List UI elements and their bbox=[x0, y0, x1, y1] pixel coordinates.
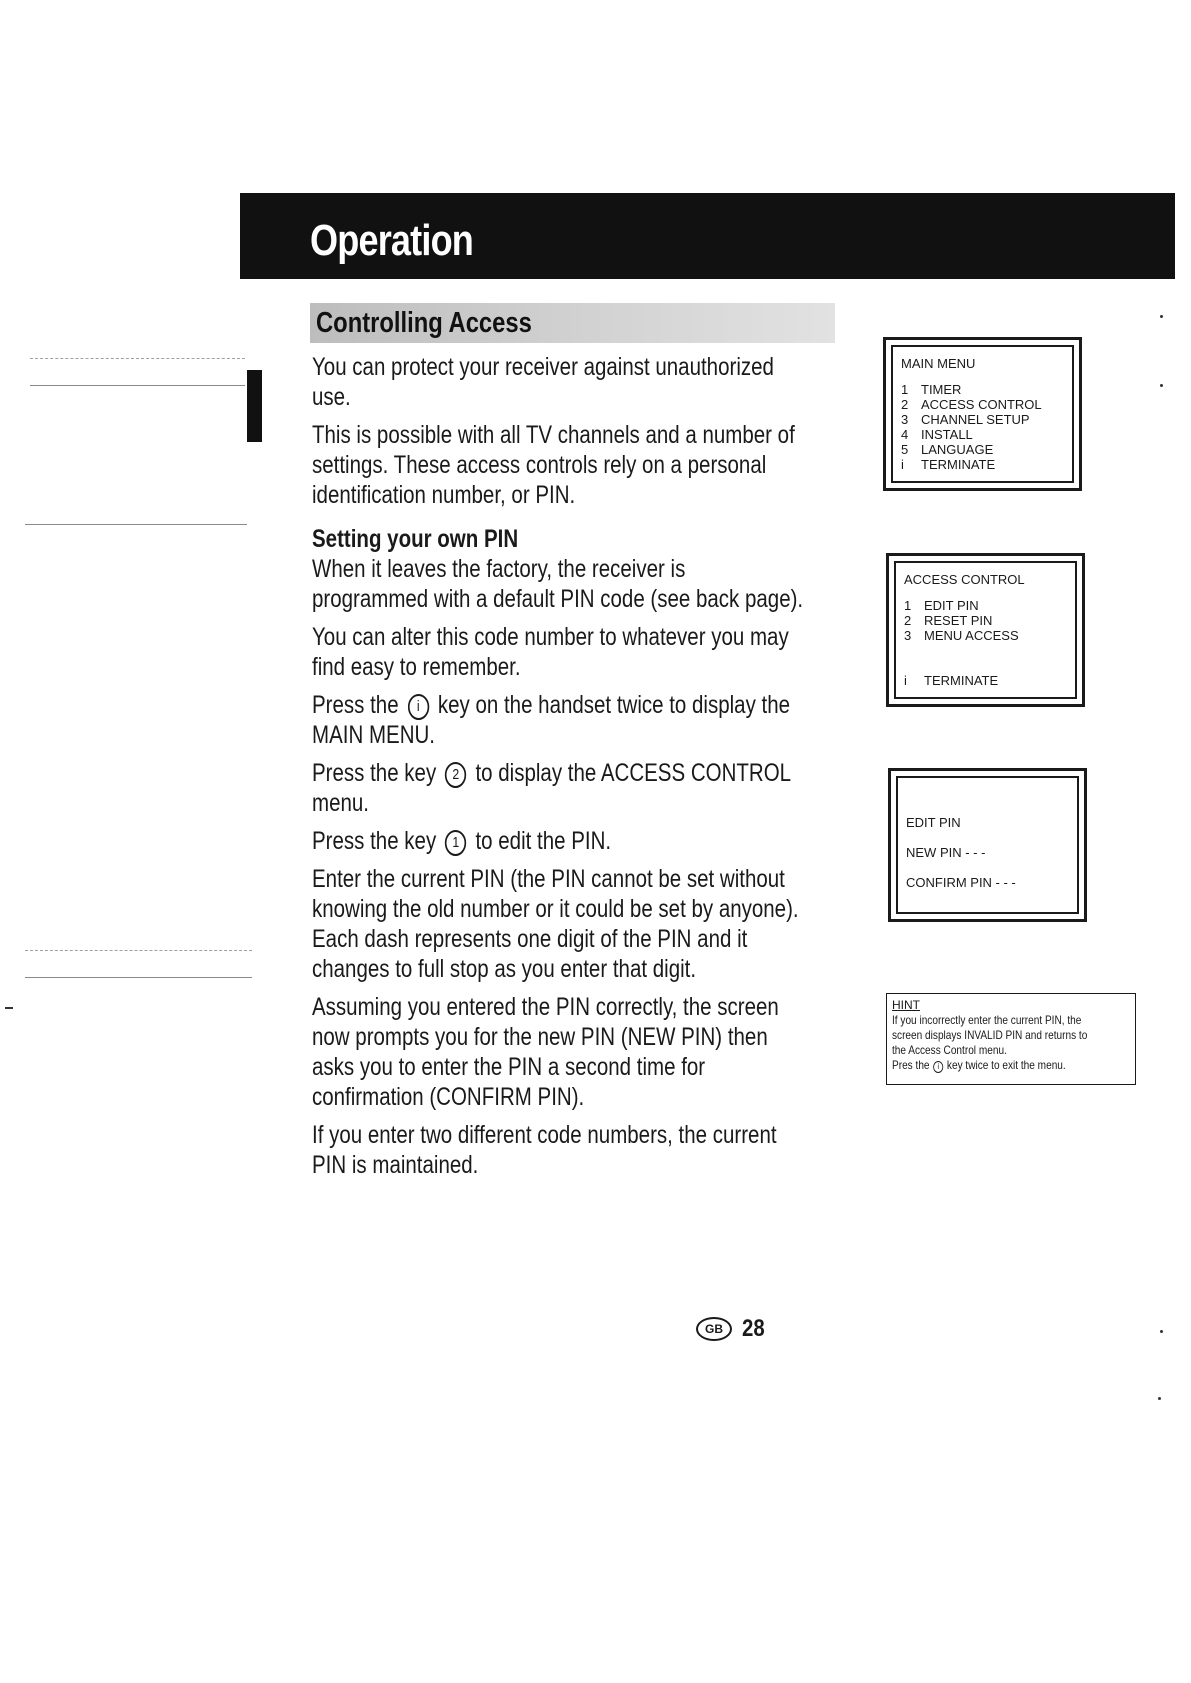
page-title: Operation bbox=[310, 216, 474, 265]
margin-rule bbox=[30, 358, 245, 359]
margin-rule bbox=[25, 524, 247, 525]
menu-item: 1 EDIT PIN bbox=[904, 598, 979, 613]
menu-item: i TERMINATE bbox=[904, 673, 999, 688]
margin-rule bbox=[25, 950, 252, 951]
menu-title: MAIN MENU bbox=[901, 356, 976, 371]
hint-title: HINT bbox=[892, 998, 920, 1012]
menu-item: 5 LANGUAGE bbox=[901, 442, 994, 457]
hint-text: the Access Control menu. bbox=[892, 1043, 1007, 1057]
menu-item: 2 ACCESS CONTROL bbox=[901, 397, 1042, 412]
menu-item: 3 MENU ACCESS bbox=[904, 628, 1019, 643]
instruction-step bbox=[312, 826, 804, 856]
step-text: Press the key bbox=[312, 759, 437, 787]
key-2-icon: 2 bbox=[445, 762, 466, 788]
paragraph: Enter the current PIN (the PIN cannot be set without knowing the old number or it could be set by anyone). Each dash represents one digit of the PIN and it changes to full stop as you enter that digit. bbox=[312, 865, 799, 983]
subheading: Setting your own PIN bbox=[312, 525, 519, 553]
info-key-icon: i bbox=[408, 694, 429, 720]
key-1-icon: 1 bbox=[445, 830, 466, 856]
scan-speck bbox=[1158, 1397, 1161, 1400]
scan-speck bbox=[1160, 1330, 1163, 1333]
step-text: key on the handset twice to display the MAIN MENU. bbox=[312, 691, 791, 749]
hint-text: If you incorrectly enter the current PIN, the bbox=[892, 1013, 1082, 1027]
menu-title: ACCESS CONTROL bbox=[904, 572, 1025, 587]
margin-marker bbox=[247, 370, 262, 442]
paragraph: This is possible with all TV channels and a number of settings. These access controls rely on a personal identification number, or PIN. bbox=[312, 421, 795, 509]
margin-rule bbox=[5, 1007, 13, 1009]
pin-entry-screen bbox=[888, 768, 1087, 922]
scan-speck bbox=[1160, 384, 1163, 387]
page-number bbox=[696, 1315, 769, 1343]
body-text bbox=[312, 352, 804, 1188]
paragraph: If you enter two different code numbers, the current PIN is maintained. bbox=[312, 1121, 777, 1179]
step-text: to edit the PIN. bbox=[475, 827, 612, 855]
hint-text: Pres the i key twice to exit the menu. bbox=[892, 1058, 1066, 1072]
menu-item: 1 TIMER bbox=[901, 382, 962, 397]
paragraph: When it leaves the factory, the receiver is programmed with a default PIN code (see back page). bbox=[312, 555, 804, 613]
hint-text: screen displays INVALID PIN and returns to bbox=[892, 1028, 1088, 1042]
section-title: Controlling Access bbox=[316, 307, 532, 339]
edit-pin-label: EDIT PIN bbox=[906, 815, 961, 830]
access-control-screen bbox=[886, 553, 1085, 707]
hint-box bbox=[886, 993, 1136, 1085]
menu-item: 2 RESET PIN bbox=[904, 613, 993, 628]
margin-rule bbox=[25, 977, 252, 978]
page-number-value: 28 bbox=[742, 1315, 765, 1342]
step-text: to display the ACCESS CONTROL menu. bbox=[312, 759, 791, 817]
menu-item: 3 CHANNEL SETUP bbox=[901, 412, 1030, 427]
step-text: Press the bbox=[312, 691, 399, 719]
info-key-icon: i bbox=[933, 1061, 943, 1073]
step-text: Press the key bbox=[312, 827, 437, 855]
confirm-pin-label: CONFIRM PIN - - - bbox=[906, 875, 1016, 890]
menu-item: 4 INSTALL bbox=[901, 427, 973, 442]
instruction-step bbox=[312, 758, 804, 818]
menu-item: i TERMINATE bbox=[901, 457, 996, 472]
instruction-step bbox=[312, 690, 804, 750]
main-menu-screen bbox=[883, 337, 1082, 491]
paragraph: Assuming you entered the PIN correctly, the screen now prompts you for the new PIN (NEW PIN) then asks you to enter the PIN a second time for confirmation (CONFIRM PIN). bbox=[312, 993, 779, 1111]
margin-rule bbox=[30, 385, 245, 386]
scan-speck bbox=[1160, 315, 1163, 318]
paragraph: You can alter this code number to whatever you may find easy to remember. bbox=[312, 623, 789, 681]
paragraph: You can protect your receiver against unauthorized use. bbox=[312, 353, 774, 411]
new-pin-label: NEW PIN - - - bbox=[906, 845, 986, 860]
region-badge-icon: GB bbox=[696, 1317, 732, 1341]
